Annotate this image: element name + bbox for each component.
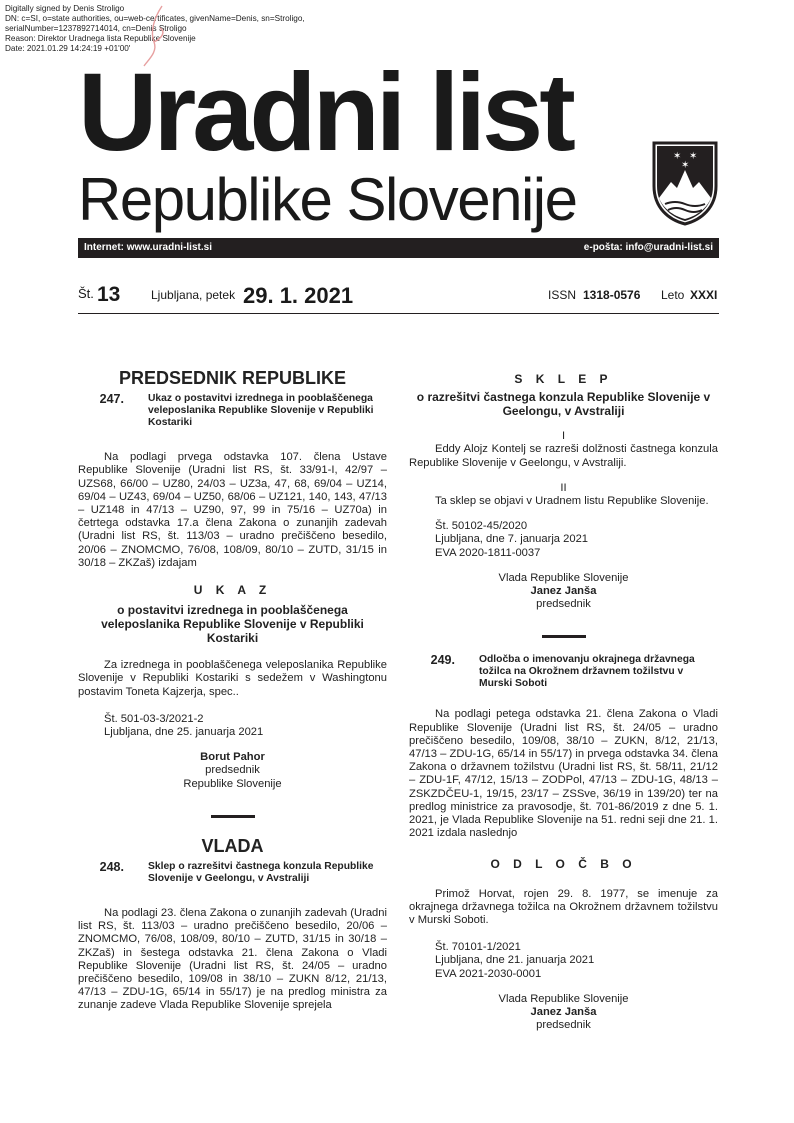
- issue-place-day: Ljubljana, petek: [151, 288, 236, 302]
- ukaz-date: Ljubljana, dne 25. januarja 2021: [104, 726, 264, 739]
- svg-text:✶: ✶: [673, 151, 682, 162]
- odlocba-text: Primož Horvat, rojen 29. 8. 1977, se imenuje za okrajnega državnega tožilca na Okrožnem državnem tožilstvu v Murski Soboti.: [409, 887, 718, 927]
- item-247-heading[interactable]: [78, 393, 387, 429]
- masthead-bar: [78, 238, 719, 258]
- sklep-text-1: Eddy Alojz Kontelj se razreši dolžnosti častnega konzula Republike Slovenije v Geelongu, v Avstraliji.: [409, 443, 718, 469]
- item-number: 249.: [430, 653, 455, 668]
- issn-label: ISSN: [548, 288, 577, 302]
- signature-line: Reason: Direktor Uradnega lista Republike Slovenije: [5, 34, 196, 43]
- item-248-heading[interactable]: [78, 861, 387, 885]
- odlocba-signer: Janez Janša: [530, 1006, 597, 1019]
- sklep-ref: Št. 50102-45/2020: [435, 520, 528, 533]
- section-divider: [542, 635, 586, 638]
- svg-text:✶: ✶: [689, 151, 698, 162]
- sklep-title: S K L E P: [514, 372, 613, 386]
- odlocba-eva: EVA 2021-2030-0001: [435, 967, 542, 980]
- ukaz-role: predsednik: [205, 764, 260, 777]
- internet-link[interactable]: Internet: www.uradni-list.si: [84, 242, 212, 253]
- ukaz-text: Za izrednega in pooblaščenega veleposlanika Republike Slovenije v Republiki Kostariki s sedežem v Washingtonu postavim Toneta Kajzerja, spec..: [78, 659, 387, 698]
- email-link[interactable]: e-pošta: info@uradni-list.si: [583, 242, 713, 253]
- sklep-signer: Janez Janša: [530, 585, 597, 598]
- sklep-date: Ljubljana, dne 7. januarja 2021: [435, 533, 589, 546]
- signature-line: Date: 2021.01.29 14:24:19 +01'00': [5, 44, 131, 53]
- ukaz-title: U K A Z: [193, 583, 272, 598]
- sklep-eva: EVA 2020-1811-0037: [435, 546, 541, 559]
- odlocba-title: O D L O Č B O: [490, 857, 637, 872]
- section-heading-government: VLADA: [201, 835, 264, 856]
- item-title: Ukaz o postavitvi izrednega in pooblaščenega veleposlanika Republike Slovenije v Republiki Kostariki: [148, 393, 374, 429]
- section-heading-president: PREDSEDNIK REPUBLIKE: [118, 368, 347, 388]
- sklep-subtitle: o razrešitvi častnega konzula Republike Slovenije v Geelongu, v Avstraliji: [416, 390, 711, 419]
- odlocba-role: predsednik: [536, 1019, 591, 1032]
- issn-value: 1318-0576: [583, 288, 641, 302]
- year-label: Leto: [661, 288, 685, 302]
- section-divider: [211, 815, 255, 818]
- signature-line: DN: c=SI, o=state authorities, ou=web-certificates, givenName=Denis, sn=Stroligo,: [5, 14, 305, 23]
- item-249-body: Na podlagi petega odstavka 21. člena Zakona o Vladi Republike Slovenije (Uradni list RS, št. 24/05 – uradno prečiščeno besedilo, 109/08, 38/10 – ZUKN, 8/12, 21/13, 47/13 – ZDU-1G, 65/14 in 55/17) in prvega odstavka 34. člena Zakona o državnem tožilstvu (Uradni list RS, št. 58/11, 21/12 – ZDU-1F, 47/12, 15/13 – ZODPol, 47/13 – ZDU-1G, 48/13 – ZSKZDČEU-1, 19/15, 23/17 – ZSSve, 36/19 in 139/20) ter na predlog ministrice za pravosodje, št. 701-86/2019 z dne 5. 1. 2021, je Vlada Republike Slovenije na 51. redni seji dne 21. 1. 2021 izdala naslednjo: [409, 708, 718, 840]
- signature-line: serialNumber=1237892714014, cn=Denis Stroligo: [5, 24, 187, 33]
- sklep-text-2: Ta sklep se objavi v Uradnem listu Republike Slovenije.: [435, 495, 709, 508]
- issue-date: 29. 1. 2021: [243, 283, 354, 308]
- year-value: XXXI: [690, 288, 718, 302]
- issue-st-label: Št.: [78, 286, 94, 301]
- ukaz-signer: Borut Pahor: [200, 751, 265, 764]
- item-title: Sklep o razrešitvi častnega konzula Republike Slovenije v Geelongu, v Avstraliji: [148, 861, 374, 885]
- ukaz-subtitle: o postavitvi izrednega in pooblaščenega veleposlanika Republike Slovenije v Republiki Kostariki: [101, 603, 364, 646]
- odlocba-government: Vlada Republike Slovenije: [498, 992, 629, 1005]
- sklep-roman-1: I: [561, 430, 566, 443]
- item-248-body: Na podlagi 23. člena Zakona o zunanjih zadevah (Uradni list RS, št. 113/03 – uradno prečiščeno besedilo, 20/06 – ZNOMCMO, 76/08, 108/09, 80/10 – ZUTD, 31/15 in 30/18 – ZKZaš) in šestega odstavka 21. člena Zakona o Vladi Republike Slovenije (Uradni list RS, št. 24/05 – uradno prečiščeno besedilo, 109/08 in 38/10 – ZUKN 8/12, 21/13, 47/13 – ZDU-1G, 65/14 in 55/17) je na predlog ministra za zunanje zadeve Vlada Republike Slovenije sprejela: [78, 907, 387, 1012]
- masthead-title: Uradni list: [78, 51, 572, 174]
- header-rule: [78, 313, 719, 314]
- left-column: [78, 368, 387, 1013]
- item-number: 247.: [99, 392, 124, 407]
- sklep-government: Vlada Republike Slovenije: [498, 571, 629, 584]
- item-title: Odločba o imenovanju okrajnega državnega tožilca na Okrožnem državnem tožilstvu v Murski Soboti: [479, 654, 695, 690]
- svg-text:✶: ✶: [681, 160, 690, 171]
- issue-number: 13: [97, 283, 121, 306]
- coat-of-arms-icon: [651, 140, 719, 226]
- sklep-role: predsednik: [536, 598, 591, 611]
- ukaz-role-2: Republike Slovenije: [183, 777, 282, 790]
- ukaz-ref: Št. 501-03-3/2021-2: [104, 712, 204, 725]
- odlocba-ref: Št. 70101-1/2021: [435, 941, 521, 954]
- odlocba-date: Ljubljana, dne 21. januarja 2021: [435, 954, 595, 967]
- sklep-roman-2: II: [560, 481, 567, 494]
- right-column: [409, 373, 718, 1033]
- masthead-subtitle: Republike Slovenije: [78, 166, 577, 233]
- item-247-body: Na podlagi prvega odstavka 107. člena Ustave Republike Slovenije (Uradni list RS, št. 33/91-I, 42/97 – UZS68, 66/00 – UZ80, 24/03 – UZ3a, 47, 68, 69/04 – UZ14, 69/04 – UZ43, 69/04 – UZ50, 68/06 – UZ121, 140, 143, 47/13 – UZ148 in 47/13 – UZ90, 97, 99 in 75/16 – UZ70a) in četrtega odstavka 17.a člena Zakona o zunanjih zadevah (Uradni list RS, št. 113/03 – uradno prečiščeno besedilo, 20/06 – ZNOMCMO, 76/08, 108/09, 80/10 – ZUTD, 31/15 in 30/18 – ZKZaš) izdajam: [78, 451, 387, 569]
- signature-line: Digitally signed by Denis Stroligo: [5, 4, 125, 13]
- item-249-heading[interactable]: [409, 654, 718, 690]
- item-number: 248.: [99, 860, 124, 875]
